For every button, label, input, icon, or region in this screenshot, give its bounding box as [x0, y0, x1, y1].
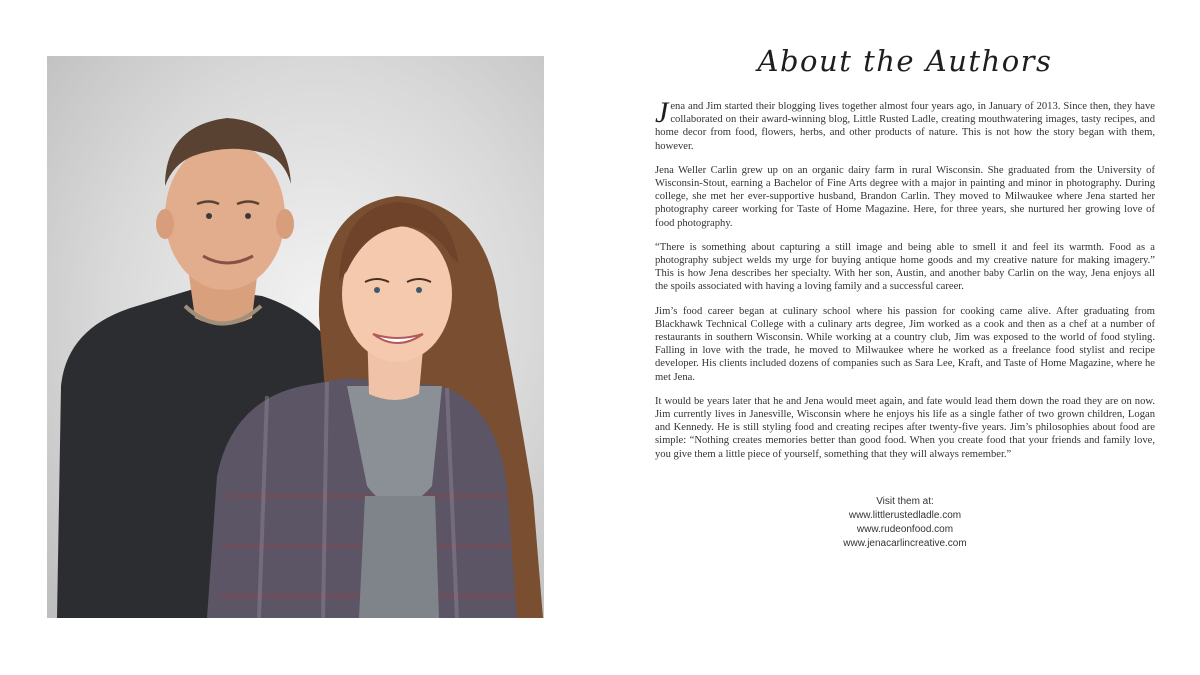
paragraph-jena-quote: “There is something about capturing a still image and being able to smell it and feel its warmth. Food as a photography subject welds my urge for buying antique home goods and my creative nature for making imagery.” This is how Jena describes her specialty. With her son, Austin, and another baby Carlin on the way, Jena enjoys all the spoils associated with having a loving family and a successful career.	[655, 241, 1155, 293]
intro-text: ena and Jim started their blogging lives together almost four years ago, in January of 2013. Since then, they have collaborated on their award-winning blog, Little Rusted Ladle, creating mouthwatering images, tasty recipes, and home decor from food, flowers, herbs, and other products of nature. This is not how the story began with them, however.	[655, 101, 1155, 152]
visit-link[interactable]: www.littlerustedladle.com	[848, 509, 962, 521]
visit-link[interactable]: www.jenacarlincreative.com	[843, 537, 967, 549]
author-photo	[47, 56, 544, 618]
intro-paragraph	[655, 96, 1155, 153]
visit-section	[655, 495, 1155, 551]
page-title: About the Authors	[757, 44, 1053, 78]
authors-text-column	[655, 40, 1155, 551]
author-photo-illustration	[47, 56, 544, 618]
visit-link[interactable]: www.rudeonfood.com	[856, 523, 954, 535]
visit-heading: Visit them at:	[876, 495, 934, 507]
drop-cap: J	[655, 96, 669, 129]
paragraph-jim-philosophy: It would be years later that he and Jena would meet again, and fate would lead them down the road they are on now. Jim currently lives in Janesville, Wisconsin where he enjoys his life as a single father of two grown children, Logan and Kennedy. He is still styling food and creating recipes after twenty-five years. Jim’s philosophies about food are simple: “Nothing creates memories better than good food. When you create food that your friends and family love, you give them a little piece of yourself, something that they will always remember.”	[655, 395, 1155, 460]
paragraph-jena-bio: Jena Weller Carlin grew up on an organic dairy farm in rural Wisconsin. She graduated from the University of Wisconsin-Stout, earning a Bachelor of Fine Arts degree with a major in painting and minor in photography. During college, she met her ever-supportive husband, Brandon Carlin. They moved to Milwaukee where Jena started her photography career working for Taste of Home Magazine. Here, for three years, she nurtured her growing love of food photography.	[655, 164, 1155, 229]
paragraph-jim-career: Jim’s food career began at culinary school where his passion for cooking came alive. After graduating from Blackhawk Technical College with a culinary arts degree, Jim worked as a cook and then as a chef at a number of restaurants in southern Wisconsin. While working at a country club, Jim was exposed to the world of food styling. Falling in love with the trade, he moved to Milwaukee where he worked as a freelance food stylist and recipe developer. His clients included dozens of companies such as Sara Lee, Kraft, and Taste of Home Magazine, where he met Jena.	[655, 305, 1155, 383]
